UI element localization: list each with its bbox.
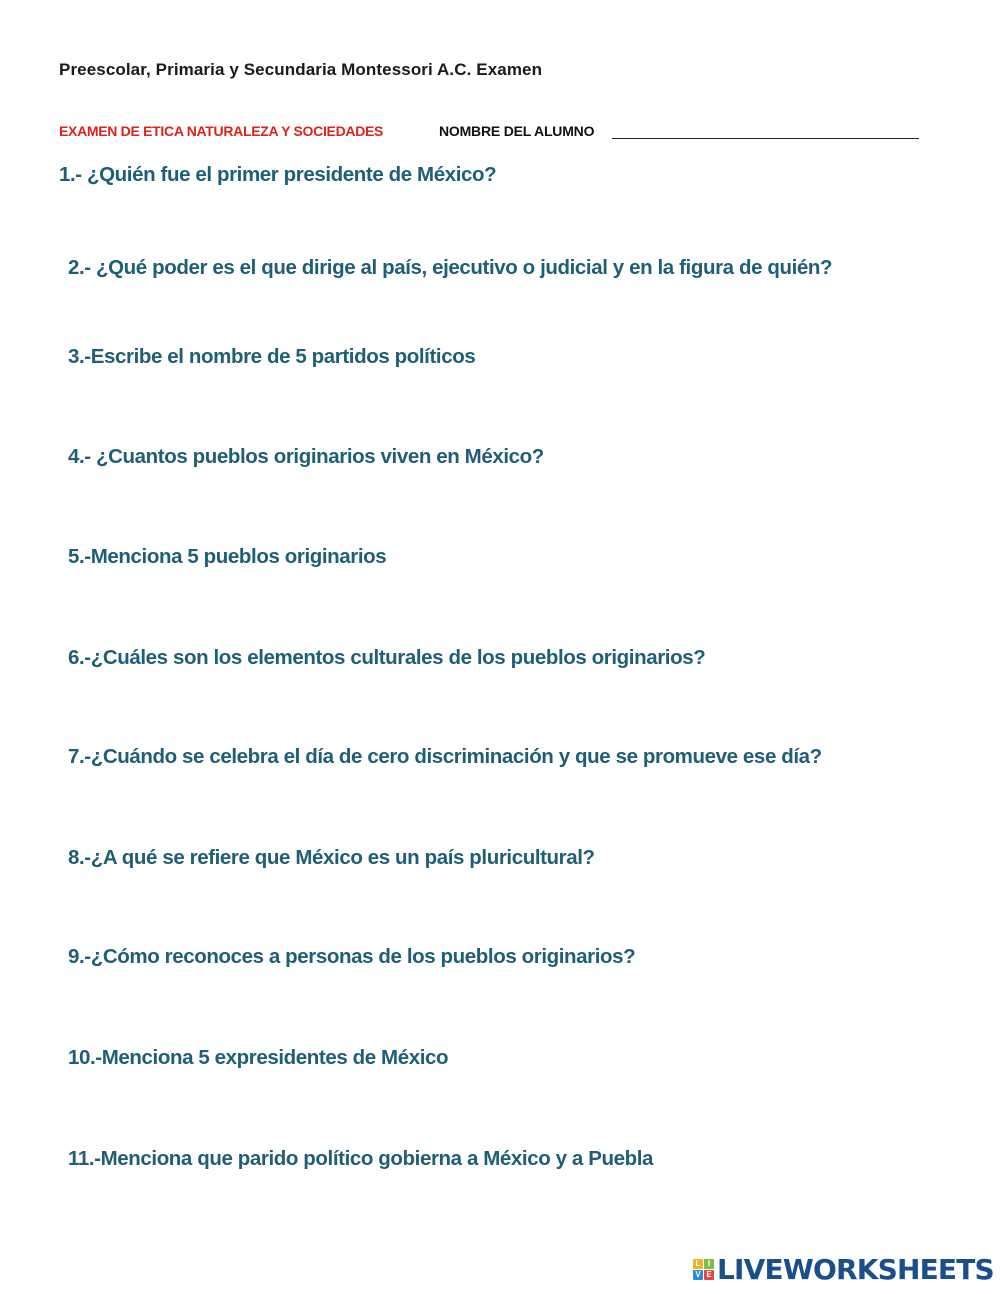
question-1: 1.- ¿Quién fue el primer presidente de México? — [59, 163, 497, 186]
school-title: Preescolar, Primaria y Secundaria Montessori A.C. Examen — [59, 60, 543, 79]
logo-letter-i: I — [704, 1259, 714, 1269]
exam-header-row — [59, 123, 929, 143]
question-7: 7.-¿Cuándo se celebra el día de cero discriminación y que se promueve ese día? — [68, 745, 822, 768]
student-name-line[interactable] — [612, 138, 919, 139]
liveworksheets-brand — [693, 1252, 994, 1286]
question-4: 4.- ¿Cuantos pueblos originarios viven en México? — [68, 445, 544, 468]
logo-letter-v: V — [693, 1270, 703, 1280]
question-6: 6.-¿Cuáles son los elementos culturales de los pueblos originarios? — [68, 646, 706, 669]
question-10: 10.-Menciona 5 expresidentes de México — [68, 1046, 449, 1069]
logo-letter-l: L — [693, 1259, 703, 1269]
exam-title: EXAMEN DE ETICA NATURALEZA Y SOCIEDADES — [59, 123, 384, 139]
question-3: 3.-Escribe el nombre de 5 partidos políticos — [68, 345, 476, 368]
liveworksheets-logo-icon — [693, 1259, 714, 1280]
question-2: 2.- ¿Qué poder es el que dirige al país, ejecutivo o judicial y en la figura de quién? — [68, 256, 833, 279]
liveworksheets-wordmark: LIVEWORKSHEETS — [717, 1252, 994, 1286]
question-8: 8.-¿A qué se refiere que México es un país pluricultural? — [68, 846, 595, 869]
question-11: 11.-Menciona que parido político gobierna a México y a Puebla — [68, 1147, 654, 1170]
logo-letter-e: E — [704, 1270, 714, 1280]
question-5: 5.-Menciona 5 pueblos originarios — [68, 545, 387, 568]
student-name-label: NOMBRE DEL ALUMNO — [439, 123, 595, 139]
question-9: 9.-¿Cómo reconoces a personas de los pueblos originarios? — [68, 945, 636, 968]
